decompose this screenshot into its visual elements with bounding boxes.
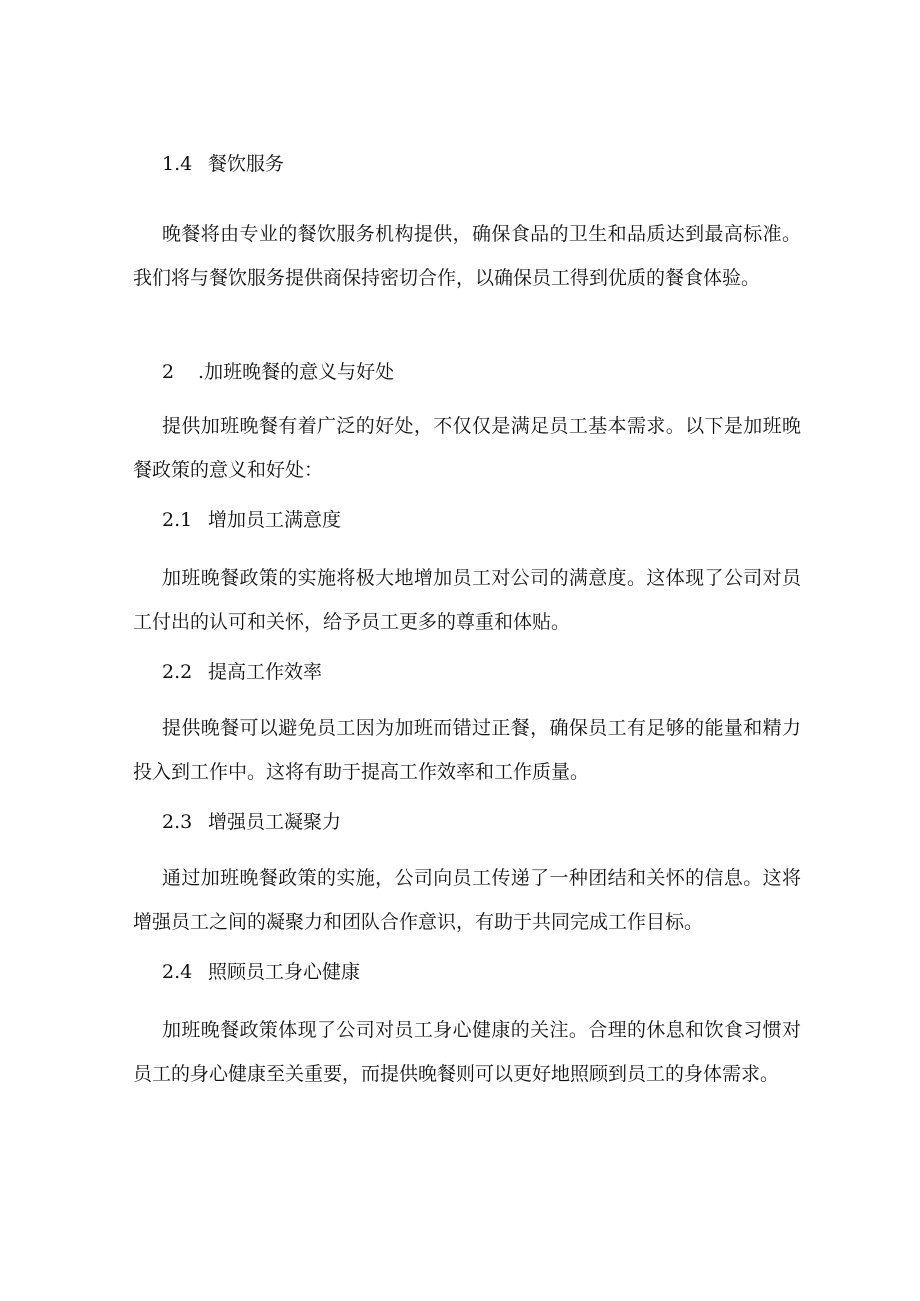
section-title: 增强员工凝聚力 — [208, 811, 342, 833]
section-heading-2 — [162, 350, 802, 394]
section-title: 餐饮服务 — [208, 153, 285, 175]
section-title: 照顾员工身心健康 — [208, 961, 361, 983]
section-number: 2.4 — [162, 961, 193, 983]
paragraph-benefits-intro: 提供加班晚餐有着广泛的好处，不仅仅是满足员工基本需求。以下是加班晚餐政策的意义和好处： — [133, 415, 801, 481]
paragraph-satisfaction: 加班晚餐政策的实施将极大地增加员工对公司的满意度。这体现了公司对员工付出的认可和关怀，给予员工更多的尊重和体贴。 — [133, 567, 801, 633]
section-number: 2.2 — [162, 661, 193, 683]
section-heading-2-4 — [162, 950, 802, 994]
paragraph-health: 加班晚餐政策体现了公司对员工身心健康的关注。合理的休息和饮食习惯对员工的身心健康至关重要，而提供晚餐则可以更好地照顾到员工的身体需求。 — [133, 1019, 801, 1085]
section-heading-2-3 — [162, 800, 802, 844]
paragraph-cohesion: 通过加班晚餐政策的实施，公司向员工传递了一种团结和关怀的信息。这将增强员工之间的凝聚力和团队合作意识，有助于共同完成工作目标。 — [133, 867, 801, 933]
section-number: 2.3 — [162, 811, 193, 833]
section-heading-1-4 — [162, 142, 802, 186]
paragraph-catering-service: 晚餐将由专业的餐饮服务机构提供，确保食品的卫生和品质达到最高标准。我们将与餐饮服务提供商保持密切合作，以确保员工得到优质的餐食体验。 — [133, 223, 801, 289]
section-number: 2.1 — [162, 509, 193, 531]
section-heading-2-1 — [162, 498, 802, 542]
section-title: .加班晚餐的意义与好处 — [198, 361, 395, 383]
section-number: 1.4 — [162, 153, 193, 175]
section-number: 2 — [162, 361, 175, 383]
section-title: 增加员工满意度 — [208, 509, 342, 531]
paragraph-efficiency: 提供晚餐可以避免员工因为加班而错过正餐，确保员工有足够的能量和精力投入到工作中。这将有助于提高工作效率和工作质量。 — [133, 717, 801, 783]
section-title: 提高工作效率 — [208, 661, 323, 683]
section-heading-2-2 — [162, 650, 802, 694]
